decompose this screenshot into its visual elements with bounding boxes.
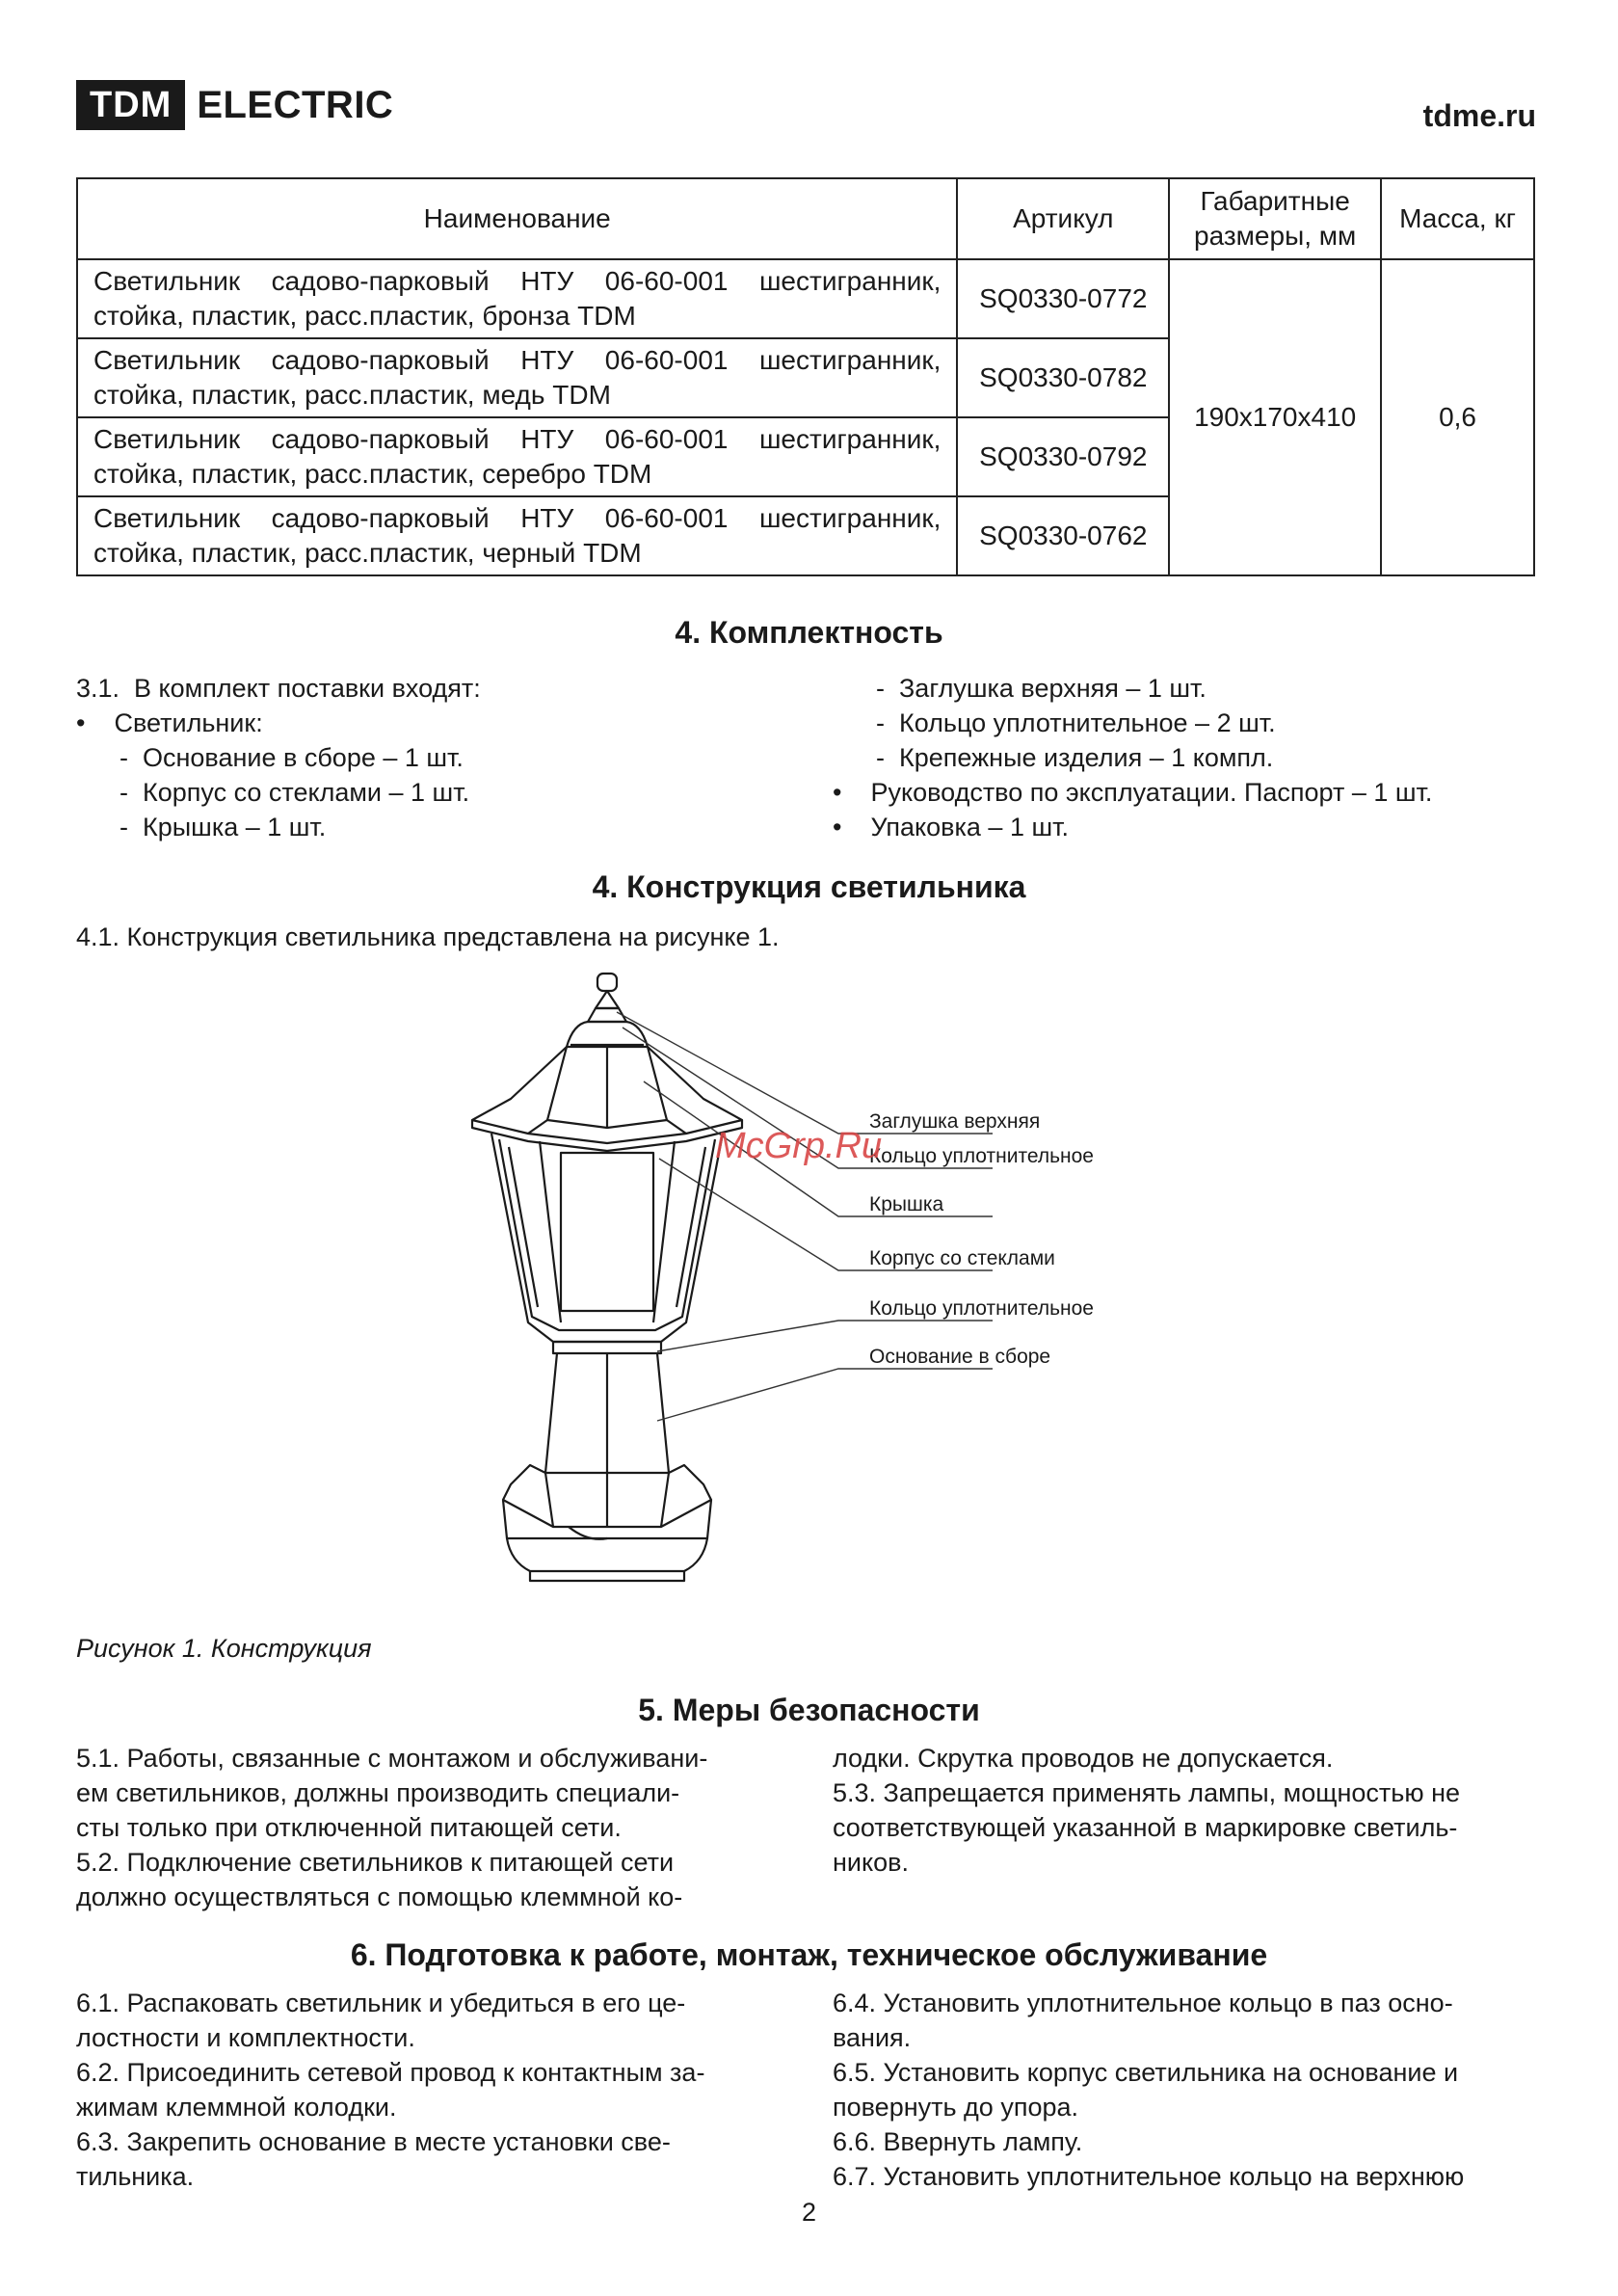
- callout-label: Заглушка верхняя: [869, 1110, 1041, 1133]
- list-item: - Кольцо уплотнительное – 2 шт.: [833, 708, 1276, 737]
- product-name: Светильник садово-парковый НТУ 06-60-001 шестигранник, стойка, пластик, расс.пластик, черный TDM: [77, 496, 957, 575]
- table-header: Артикул: [957, 178, 1169, 259]
- text-line: повернуть до упора.: [833, 2093, 1078, 2122]
- complete-right: [833, 671, 1536, 844]
- lamp-illustration: [453, 964, 1147, 1619]
- text-line: ников.: [833, 1848, 909, 1877]
- text-line: 6.2. Присоединить сетевой провод к контактным за-: [76, 2058, 705, 2087]
- section-title-complete: 4. Комплектность: [675, 615, 943, 650]
- watermark: McGrp.Ru: [715, 1126, 883, 1166]
- list-item: • Упаковка – 1 шт.: [833, 813, 1070, 841]
- table-header: Масса, кг: [1381, 178, 1534, 259]
- text-line: лостности и комплектности.: [76, 2023, 415, 2052]
- product-dimensions: 190x170x410: [1169, 259, 1381, 575]
- table-header-row: [77, 178, 1534, 259]
- text-line: 6.7. Установить уплотнительное кольцо на верхнюю: [833, 2162, 1465, 2191]
- construction-text: 4.1. Конструкция светильника представлена на рисунке 1.: [76, 922, 780, 951]
- text-line: ем светильников, должны производить специали-: [76, 1778, 680, 1807]
- text-line: 6.6. Ввернуть лампу.: [833, 2127, 1083, 2156]
- text-line: должно осуществляться с помощью клеммной ко-: [76, 1882, 683, 1911]
- list-item: - Основание в сборе – 1 шт.: [76, 743, 464, 772]
- list-item: - Крышка – 1 шт.: [76, 813, 327, 841]
- section-title-prep: 6. Подготовка к работе, монтаж, техническое обслуживание: [350, 1937, 1268, 1972]
- list-item: • Руководство по эксплуатации. Паспорт – 1 шт.: [833, 778, 1433, 807]
- prep-left: [76, 1986, 778, 2194]
- text-line: 5.1. Работы, связанные с монтажом и обслуживани-: [76, 1744, 708, 1773]
- text-line: 6.5. Установить корпус светильника на основание и: [833, 2058, 1459, 2087]
- text-line: лодки. Скрутка проводов не допускается.: [833, 1744, 1334, 1773]
- logo: [76, 80, 393, 130]
- safety-left: [76, 1741, 778, 1914]
- table-header: Наименование: [77, 178, 957, 259]
- text-line: тильника.: [76, 2162, 195, 2191]
- product-article: SQ0330-0772: [957, 259, 1169, 338]
- prep-right: [833, 1986, 1536, 2194]
- table-header: Габаритные размеры, мм: [1169, 178, 1381, 259]
- product-name: Светильник садово-парковый НТУ 06-60-001 шестигранник, стойка, пластик, расс.пластик, медь TDM: [77, 338, 957, 417]
- product-name: Светильник садово-парковый НТУ 06-60-001 шестигранник, стойка, пластик, расс.пластик, бронза TDM: [77, 259, 957, 338]
- callout-label: Корпус со стеклами: [869, 1247, 1055, 1269]
- text-line: 6.3. Закрепить основание в месте установки све-: [76, 2127, 671, 2156]
- text-line: соответствующей указанной в маркировке светиль-: [833, 1813, 1458, 1842]
- text-line: 6.1. Распаковать светильник и убедиться в его це-: [76, 1989, 686, 2017]
- product-article: SQ0330-0762: [957, 496, 1169, 575]
- text-line: 6.4. Установить уплотнительное кольцо в паз осно-: [833, 1989, 1453, 2017]
- callout-label: Крышка: [869, 1193, 944, 1215]
- figure-caption: Рисунок 1. Конструкция: [76, 1634, 372, 1663]
- section-title-construction: 4. Конструкция светильника: [592, 869, 1026, 904]
- callout-label: Основание в сборе: [869, 1346, 1051, 1368]
- callout-label: Кольцо уплотнительное: [869, 1297, 1094, 1320]
- text-line: вания.: [833, 2023, 912, 2052]
- logo-text: ELECTRIC: [197, 83, 394, 126]
- complete-left: [76, 671, 778, 844]
- page-number: 2: [801, 2198, 817, 2227]
- text-line: 5.2. Подключение светильников к питающей сети: [76, 1848, 675, 1877]
- site-url: tdme.ru: [1422, 98, 1536, 133]
- safety-right: [833, 1741, 1536, 1880]
- text-line: жимам клеммной колодки.: [76, 2093, 397, 2122]
- callout-label: Кольцо уплотнительное: [869, 1145, 1094, 1167]
- list-item: • Светильник:: [76, 708, 263, 737]
- list-item: - Заглушка верхняя – 1 шт.: [833, 674, 1207, 703]
- list-item: - Крепежные изделия – 1 компл.: [833, 743, 1274, 772]
- text-line: 5.3. Запрещается применять лампы, мощностью не: [833, 1778, 1461, 1807]
- product-name: Светильник садово-парковый НТУ 06-60-001 шестигранник, стойка, пластик, расс.пластик, серебро TDM: [77, 417, 957, 496]
- list-item: - Корпус со стеклами – 1 шт.: [76, 778, 470, 807]
- spec-table: [76, 177, 1535, 576]
- logo-box: TDM: [76, 80, 185, 130]
- product-article: SQ0330-0782: [957, 338, 1169, 417]
- table-row: [77, 259, 1534, 338]
- section-title-safety: 5. Меры безопасности: [638, 1693, 980, 1727]
- product-mass: 0,6: [1381, 259, 1534, 575]
- product-article: SQ0330-0792: [957, 417, 1169, 496]
- complete-intro: 3.1. В комплект поставки входят:: [76, 674, 481, 703]
- text-line: сты только при отключенной питающей сети.: [76, 1813, 622, 1842]
